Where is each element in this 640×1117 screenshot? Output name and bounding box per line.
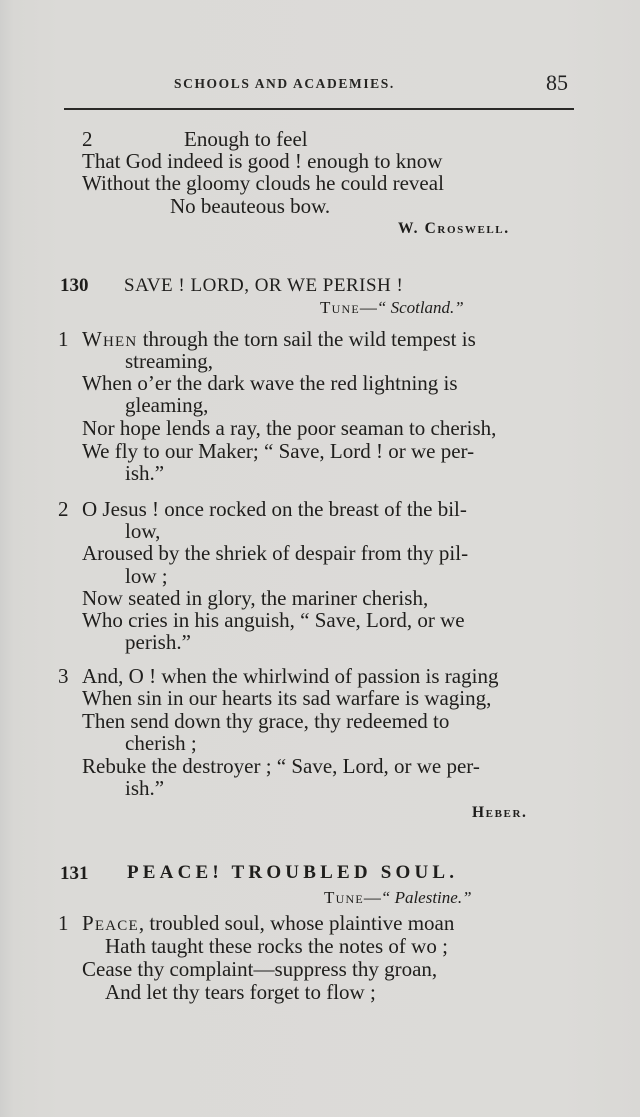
verse-line: O Jesus ! once rocked on the breast of the bil- [82, 497, 467, 521]
stanza-number: 2 [82, 127, 93, 151]
verse-line: low ; [125, 564, 168, 588]
verse-line: Enough to feel [184, 127, 308, 151]
verse-line: streaming, [125, 349, 214, 373]
verse-line: Hath taught these rocks the notes of wo ; [105, 934, 448, 958]
verse-line: Then send down thy grace, thy redeemed to [82, 709, 450, 733]
initial-word: Peace [82, 911, 139, 935]
page-number: 85 [546, 70, 568, 95]
tune-label: Tune [324, 888, 364, 907]
tune-dash: — [359, 298, 377, 317]
verse-line: perish.” [125, 630, 191, 654]
hymn-number: 131 [60, 863, 89, 884]
hymn-title: PEACE! TROUBLED SOUL. [127, 862, 459, 883]
verse-line: ish.” [125, 461, 165, 485]
initial-word: When [82, 327, 138, 351]
verse-line: When through the torn sail the wild tempest is [82, 327, 476, 351]
tune-label: Tune [320, 298, 360, 317]
running-title: SCHOOLS AND ACADEMIES. [174, 76, 395, 91]
hymn-title: SAVE ! LORD, OR WE PERISH ! [124, 275, 404, 296]
verse-line: low, [125, 519, 161, 543]
verse-line: Nor hope lends a ray, the poor seaman to cherish, [82, 416, 497, 440]
tune-line [324, 888, 472, 908]
verse-line: When sin in our hearts its sad warfare is waging, [82, 686, 492, 710]
stanza-number: 1 [58, 327, 69, 351]
verse-line: When o’er the dark wave the red lightning is [82, 371, 458, 395]
verse-line: ish.” [125, 776, 165, 800]
verse-line: That God indeed is good ! enough to know [82, 149, 443, 173]
verse-line: And let thy tears forget to flow ; [105, 980, 376, 1004]
verse-line: gleaming, [125, 393, 209, 417]
hymn-number: 130 [60, 275, 89, 296]
verse-line: Cease thy complaint—suppress thy groan, [82, 957, 438, 981]
verse-line: cherish ; [125, 731, 197, 755]
stanza-number: 1 [58, 911, 69, 935]
stanza-number: 2 [58, 497, 69, 521]
author-attribution: W. Croswell. [398, 220, 510, 237]
verse-line: No beauteous bow. [170, 194, 331, 218]
verse-line: Now seated in glory, the mariner cherish, [82, 586, 429, 610]
verse-line: Without the gloomy clouds he could reveal [82, 171, 444, 195]
verse-line: And, O ! when the whirlwind of passion is raging [82, 664, 499, 688]
tune-name: “ Scotland.” [376, 298, 464, 317]
tune-dash: — [363, 888, 381, 907]
verse-line: We fly to our Maker; “ Save, Lord ! or we per- [82, 439, 475, 463]
author-attribution: Heber. [472, 804, 528, 821]
verse-line: Peace, troubled soul, whose plaintive moan [82, 911, 455, 935]
tune-name: “ Palestine.” [380, 888, 472, 907]
header-rule [64, 108, 574, 110]
stanza-number: 3 [58, 664, 69, 688]
verse-line: Who cries in his anguish, “ Save, Lord, or we [82, 608, 465, 632]
verse-line: Aroused by the shriek of despair from thy pil- [82, 541, 469, 565]
verse-line: Rebuke the destroyer ; “ Save, Lord, or we per- [82, 754, 480, 778]
tune-line [320, 298, 464, 318]
